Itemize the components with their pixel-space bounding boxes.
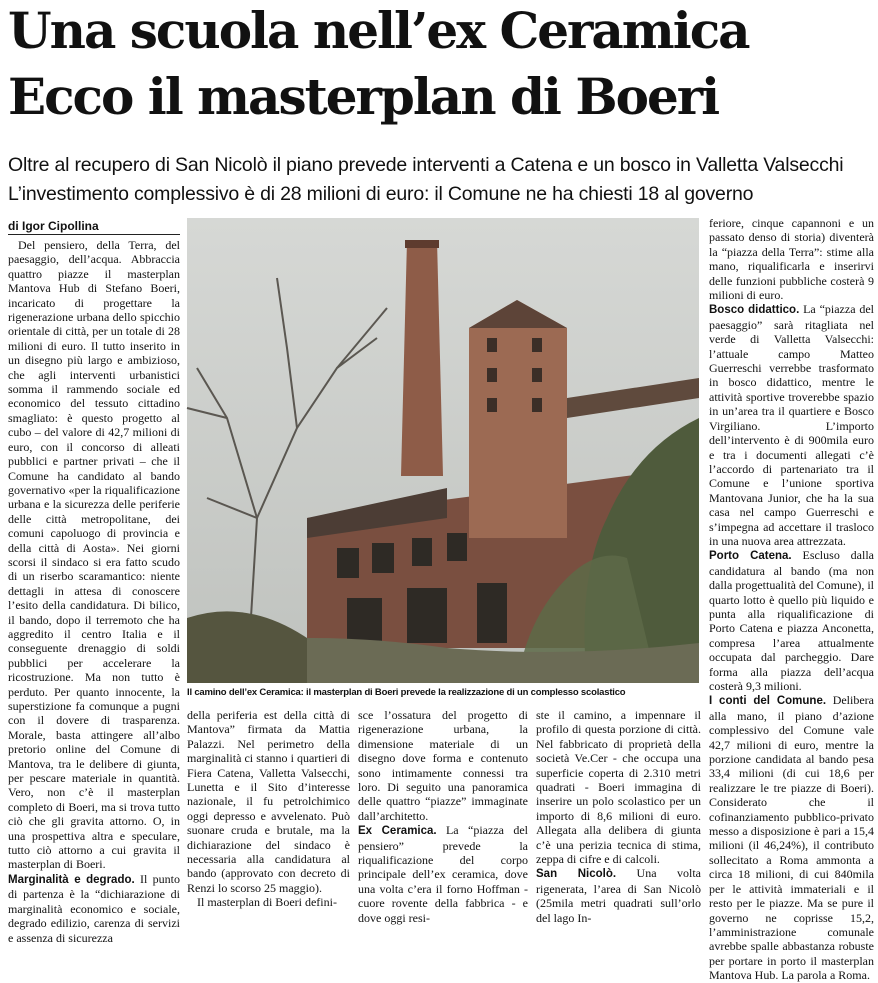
paragraph <box>536 866 701 925</box>
byline: di Igor Cipollina <box>8 218 180 235</box>
paragraph <box>709 693 874 982</box>
paragraph-text: Il punto di partenza è la “dichiarazione di marginalità economico e sociale, degrado edilizio, carenza di servizi e assenza di sicurezza <box>8 871 180 945</box>
paragraph: sce l’ossatura del progetto di rigenerazione urbana, la dimensione materiale di un disegno dove forma e contenuto sono intimamente connessi tra loro. Di seguito una panoramica delle quattro “piazze” immaginate dall’architetto. <box>358 708 528 823</box>
headline-line-1: Una scuola nell’ex Ceramica <box>8 1 749 60</box>
paragraph: Il masterplan di Boeri defini- <box>197 895 337 910</box>
article-column-2 <box>187 708 350 910</box>
photo-caption: Il camino dell’ex Ceramica: il masterplan di Boeri prevede la realizzazione di un complesso scolastico <box>187 687 626 698</box>
section-label: San Nicolò. <box>536 868 617 881</box>
ex-ceramica-photo <box>187 218 699 683</box>
subheadline-line-2: L’investimento complessivo è di 28 milioni di euro: il Comune ne ha chiesti 18 al governo <box>8 183 754 205</box>
chimney <box>401 240 443 476</box>
section-label: I conti del Comune. <box>709 695 827 708</box>
section-label: Ex Ceramica. <box>358 825 437 838</box>
paragraph: ste il camino, a impennare il profilo di questa porzione di città. Nel fabbricato di proprietà della società Ve.Cer - che occupa una superficie coperta di 2.310 metri quadrati - Boeri immagina di inserire un polo scolastico per un importo di 8,6 milioni di euro. Allegata alla delibera di giunta c’è una perizia tecnica di stima, zeppa di cifre e di calcoli. <box>536 708 701 867</box>
section-label: Bosco didattico. <box>709 304 800 317</box>
section-label: Porto Catena. <box>709 550 792 563</box>
paragraph-text: Una volta rigenerata, l’area di San Nicolò (25mila metri quadrati sull’orlo del lago In- <box>536 866 701 925</box>
paragraph <box>358 823 528 925</box>
article-column-3 <box>358 708 528 925</box>
article-photo <box>187 218 699 683</box>
paragraph <box>709 302 874 548</box>
paragraph: della periferia est della città di Mantova” firmata da Mattia Palazzi. Nel perimetro della marginalità ci stanno i quartieri di Fiera Catena, Valletta Valsecchi, Lunetta e il Sito d’interesse nazionale, il fu petrolchimico oggi depresso e avvelenato. Può suonare cruda e brutale, ma la dichiarazione del sindaco è necessaria alla candidatura al bando (approvato con decreto di Renzi lo scorso 25 maggio). <box>187 708 350 895</box>
headline-line-2: Ecco il masterplan di Boeri <box>8 67 719 126</box>
paragraph-text: Delibera alla mano, il piano d’azione complessivo del Comune vale 42,7 milioni di euro, mentre la porzione candidata al bando pesa 33,4 milioni (di cui 18,6 per realizzare le tre piazze di Boeri). Considerato che il cofinanziamento pubblico-privato messo a disposizione è pari a 15,4 milioni (il 46,24%), il contributo sollecitato a Roma ammonta a circa 18 milioni, di cui 840mila per le attività immateriali e il resto per le piazze. Ma se pure il governo ne coprisse 15,2, l’amministrazione comunale avrebbe spalle abbastanza robuste per portare in porto il masterplan Mantova Hub. La parola a Roma. <box>709 693 874 983</box>
paragraph <box>709 548 874 693</box>
subheadline-line-1: Oltre al recupero di San Nicolò il piano prevede interventi a Catena e un bosco in Valletta Valsecchi <box>8 154 844 176</box>
paragraph-text: Escluso dalla candidatura al bando (ma non dalla progettualità del Comune), il quarto lotto è quello più liquido e punta alla riqualificazione di Porto Catena e piazza Anconetta, compresa l’area attualmente occupata dal parcheggio. Dare forma alla piazza dell’acqua costerà 9,3 milioni. <box>709 548 874 693</box>
article-column-5 <box>709 216 875 983</box>
paragraph-text: La “piazza del pensiero” prevede la riqualificazione del corpo principale dell’ex ceramica, dove una volta c’era il forno Hoffman - cuore rovente della fabbrica - e dove oggi resi- <box>358 823 528 925</box>
article-column-1 <box>8 238 180 945</box>
paragraph: Del pensiero, della Terra, del paesaggio, dell’acqua. Abbraccia quattro piazze il masterplan Mantova Hub di Stefano Boeri, incaricato di progettare la rigenerazione urbana dello spicchio orientale di città, per un totale di 28 milioni di euro. Il tutto inserito in un disegno più largo e ambizioso, che agli interventi urbanistici somma il rammendo sociale ed economico del tessuto cittadino smagliato: è questo progetto al cubo – del valore di 42,7 milioni di euro, con il concorso di alleati pubblici e partner privati – che il Comune ha candidato al bando governativo «per la riqualificazione urbana e la sicurezza delle periferie delle città metropolitane, dei comuni capoluogo di provincia e della città di Aosta». Nei giorni scorsi il sindaco si era fatto scudo di un riserbo scaramantico: niente dettagli in attesa di conoscere l’esito della candidatura. Di bilico, il bando, dopo il terremoto che ha aggredito il centro Italia e il conseguente drenaggio di soldi pubblici per accelerare la ricostruzione. Ma non tutto è perduto. Per quanto innocente, la superstizione fa comunque a pugni con il dovere di trasparenza. Morale, basta attingere all’albo pretorio online del Comune di Mantova, tra le delibere di giunta, per pescare materiale in quantità. Vero, non c’è il masterplan completo di Boeri, ma si trova tutto ciò che gli gravita attorno. O, in una prospettiva altra e speculare, tutto ciò attorno a cui gravita il masterplan di Boeri. <box>8 238 180 872</box>
paragraph-text: La “piazza del paesaggio” sarà ritagliata nel verde di Valletta Valsecchi: l’attuale campo Matteo Guerreschi verrebbe trasformato in bosco didattico, mentre le attività sportive troverebbe spazio in un’area tra il quartiere e Bosco Virgiliano. L’importo dell’intervento è di 900mila euro e tra i documenti allegati c’è l’accordo di partenariato tra il Comune e l’unione sportiva Mantovana Junior, che ha la sua casa nel campo Guerreschi e s’impegna ad accettare il trasloco in una nuova area attrezzata. <box>709 302 875 548</box>
article-column-4 <box>536 708 701 925</box>
section-label: Marginalità e degrado. <box>8 873 135 886</box>
paragraph <box>8 872 180 945</box>
paragraph: feriore, cinque capannoni e un passato denso di storia) diventerà la “piazza della Terra”: stime alla mano, riqualificarla e inserirvi delle funzioni pubbliche costerà 9 milioni di euro. <box>709 216 874 303</box>
